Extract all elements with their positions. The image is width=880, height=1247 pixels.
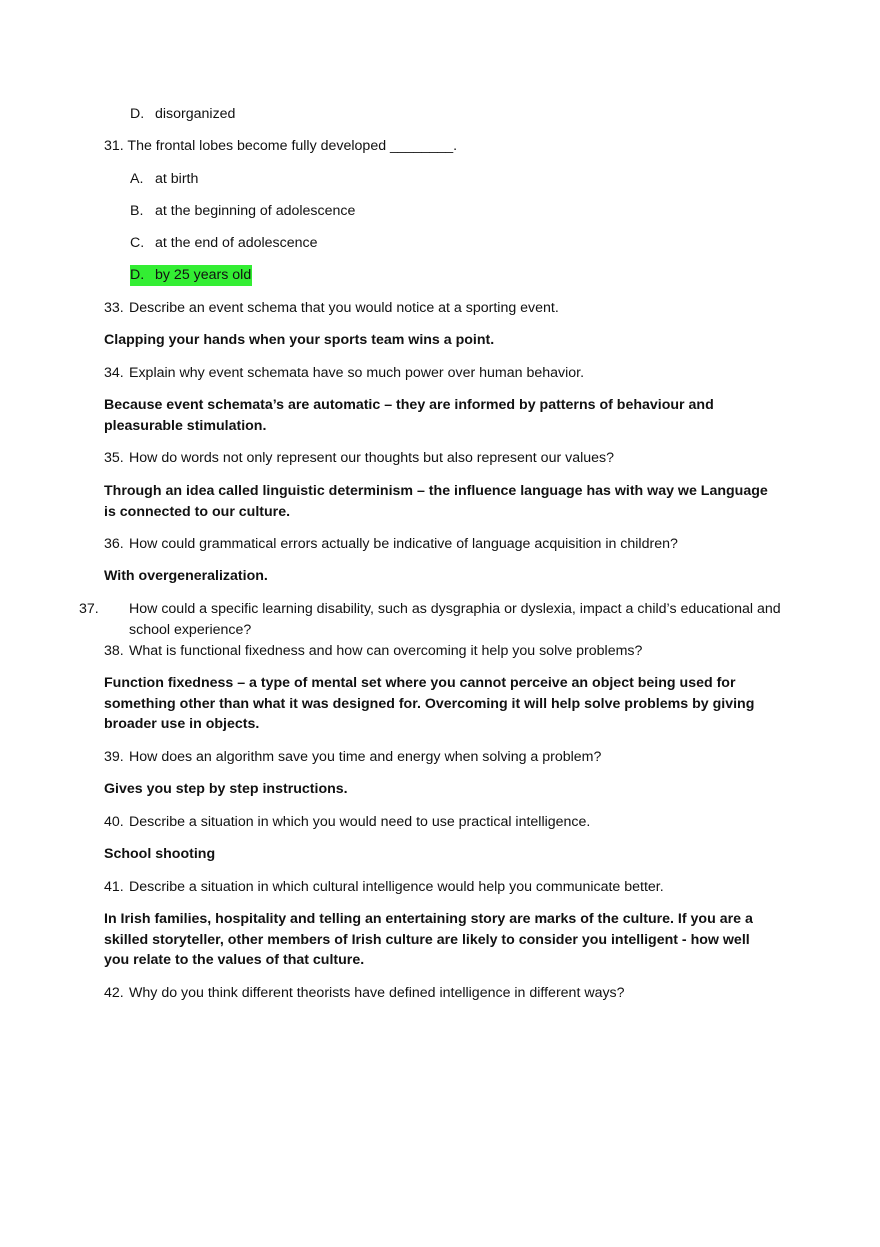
- question-number: 35.: [104, 450, 124, 466]
- question-text: How could grammatical errors actually be indicative of language acquisition in children?: [129, 536, 678, 552]
- q42-question: [104, 983, 776, 1004]
- q39-question: [104, 747, 776, 768]
- option-text: at the beginning of adolescence: [155, 203, 356, 219]
- q38-answer: Function fixedness – a type of mental set where you cannot perceive an object being used for something other than what it was designed for. Overcoming it will help solve problems by giving broader use in objects.: [104, 675, 755, 732]
- q35-answer: Through an idea called linguistic determinism – the influence language has with way we Language is connected to our culture.: [104, 483, 768, 520]
- question-text: What is functional fixedness and how can overcoming it help you solve problems?: [129, 643, 643, 659]
- option-label: C.: [130, 235, 145, 251]
- option-label: A.: [130, 171, 144, 187]
- q38-question: [104, 641, 776, 662]
- question-text: Describe an event schema that you would notice at a sporting event.: [129, 300, 559, 316]
- question-number: 38.: [104, 643, 124, 659]
- q40-answer: School shooting: [104, 846, 216, 862]
- q31-option-a: [130, 169, 802, 190]
- question-number: 34.: [104, 365, 124, 381]
- question-text: Why do you think different theorists have defined intelligence in different ways?: [129, 985, 625, 1001]
- q31-option-d: [130, 265, 802, 286]
- question-number: 39.: [104, 749, 124, 765]
- option-text: disorganized: [155, 106, 236, 122]
- question-text: Describe a situation in which you would need to use practical intelligence.: [129, 814, 591, 830]
- q34-question: [104, 363, 776, 384]
- option-label: D.: [130, 106, 145, 122]
- option-text: at the end of adolescence: [155, 235, 318, 251]
- question-text: How could a specific learning disability, such as dysgraphia or dyslexia, impact a child’s educational and school experience?: [129, 601, 781, 638]
- question-number: 40.: [104, 814, 124, 830]
- question-number: 42.: [104, 985, 124, 1001]
- q30-option-d: [130, 104, 802, 125]
- question-text: How does an algorithm save you time and energy when solving a problem?: [129, 749, 602, 765]
- question-number: 41.: [104, 879, 124, 895]
- question-number: 37.: [79, 601, 99, 617]
- q36-answer: With overgeneralization.: [104, 568, 268, 584]
- q36-question: [104, 534, 776, 555]
- correct-answer-highlight: [130, 265, 252, 286]
- question-number: 36.: [104, 536, 124, 552]
- question-text: Explain why event schemata have so much power over human behavior.: [129, 365, 585, 381]
- q41-answer: In Irish families, hospitality and telling an entertaining story are marks of the culture. If you are a skilled storyteller, other members of Irish culture are likely to consider you intelligent - how well you relate to the values of that culture.: [104, 911, 753, 968]
- q31-stem: 31. The frontal lobes become fully developed ________.: [104, 138, 458, 154]
- q34-answer: Because event schemata’s are automatic – they are informed by patterns of behaviour and pleasurable stimulation.: [104, 397, 714, 434]
- q37-question: [79, 599, 801, 640]
- option-text: at birth: [155, 171, 199, 187]
- question-number: 33.: [104, 300, 124, 316]
- q33-question: [104, 298, 776, 319]
- option-text: by 25 years old: [155, 267, 252, 283]
- question-text: Describe a situation in which cultural intelligence would help you communicate better.: [129, 879, 664, 895]
- q40-question: [104, 812, 776, 833]
- question-text: How do words not only represent our thoughts but also represent our values?: [129, 450, 615, 466]
- q31-option-c: [130, 233, 802, 254]
- q41-question: [104, 877, 776, 898]
- option-label: B.: [130, 203, 144, 219]
- q35-question: [104, 448, 776, 469]
- q31-option-b: [130, 201, 802, 222]
- q33-answer: Clapping your hands when your sports team wins a point.: [104, 332, 495, 348]
- option-label: D.: [130, 267, 145, 283]
- q39-answer: Gives you step by step instructions.: [104, 781, 348, 797]
